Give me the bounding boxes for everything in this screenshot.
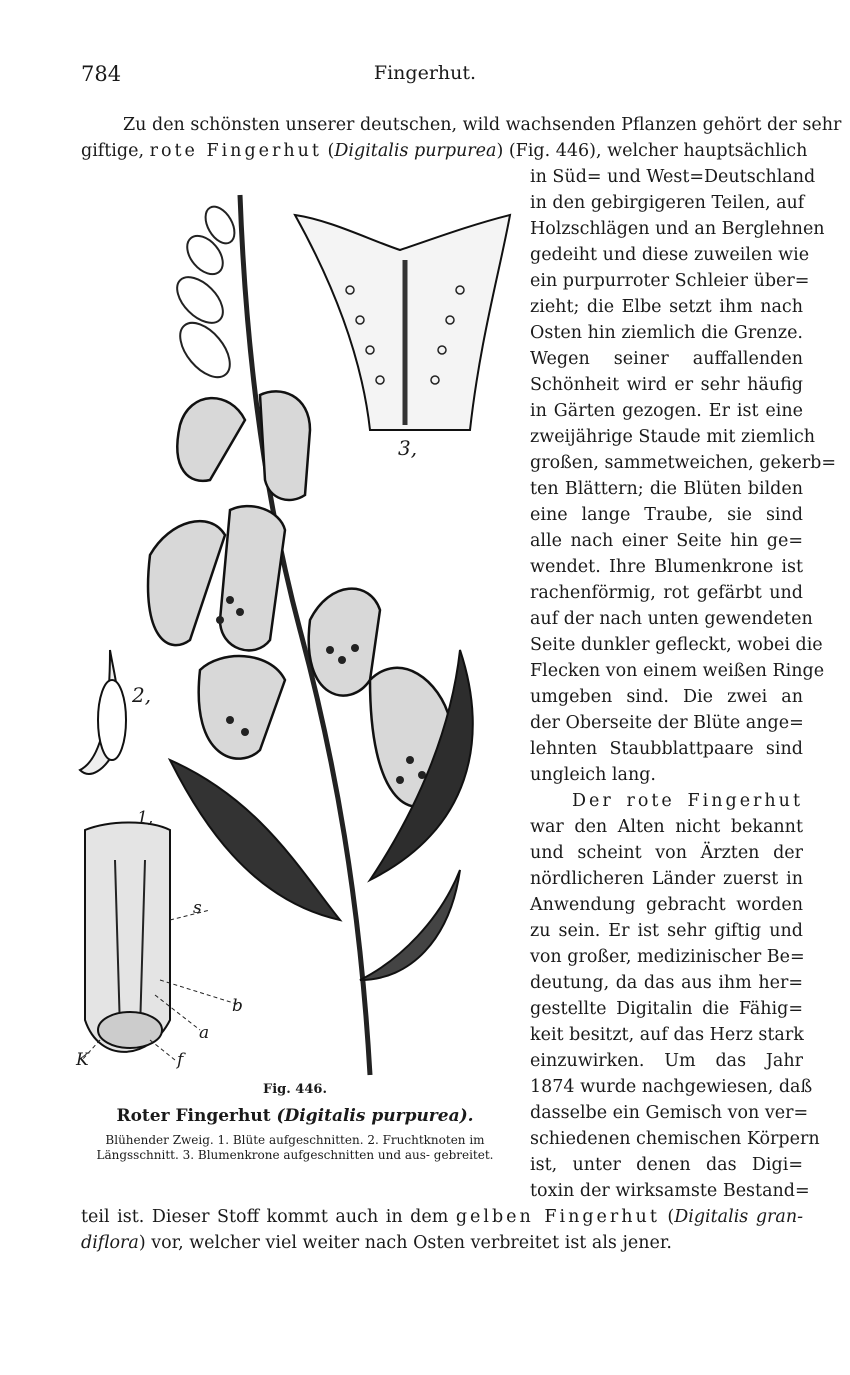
text-line: dasselbe ein Gemisch von ver= xyxy=(530,1103,809,1123)
text-line: in den gebirgigeren Teilen, auf xyxy=(530,193,805,213)
text-line: ungleich lang. xyxy=(530,765,656,785)
text-line: Holzschlägen und an Berglehnen xyxy=(530,219,825,239)
text-line: der Oberseite der Blüte ange= xyxy=(530,713,804,733)
text-line: in Gärten gezogen. Er ist eine xyxy=(530,401,803,421)
text-line: 1874 wurde nachgewiesen, daß xyxy=(530,1077,813,1097)
foxglove-illustration xyxy=(70,180,520,1080)
text-line: nördlicheren Länder zuerst in xyxy=(530,869,803,889)
figure-marker: 1, xyxy=(137,808,154,828)
figure-description: Blühender Zweig. 1. Blüte aufgeschnitten. 2. Fruchtknoten im Längsschnitt. 3. Blumenkrone aufgeschnitten und aus- gebreitet. xyxy=(96,1133,494,1162)
text-line: zieht; die Elbe setzt ihm nach xyxy=(530,297,803,317)
figure-title: Roter Fingerhut (Digitalis purpurea). xyxy=(116,1106,474,1126)
text-line: Flecken von einem weißen Ringe xyxy=(530,661,825,681)
text-line: einzuwirken. Um das Jahr xyxy=(530,1051,803,1071)
text-line: und scheint von Ärzten der xyxy=(530,843,803,863)
figure-marker: 2, xyxy=(132,683,152,707)
text-line: giftige, rote Fingerhut (Digitalis purpurea) (Fig. 446), welcher hauptsächlich xyxy=(81,141,808,161)
text-line: Osten hin ziemlich die Grenze. xyxy=(530,323,803,343)
text-line: keit besitzt, auf das Herz stark xyxy=(530,1025,804,1045)
text-line: zweijährige Staude mit ziemlich xyxy=(530,427,816,447)
text-line: ten Blättern; die Blüten bilden xyxy=(530,479,803,499)
text-line: ein purpurroter Schleier über= xyxy=(530,271,810,291)
text-line: ist, unter denen das Digi= xyxy=(530,1155,803,1175)
figure-marker: b xyxy=(232,996,243,1016)
text-line: Schönheit wird er sehr häufig xyxy=(530,375,803,395)
text-line: eine lange Traube, sie sind xyxy=(530,505,803,525)
text-line: teil ist. Dieser Stoff kommt auch in dem gelben Fingerhut (Digitalis gran- xyxy=(81,1207,803,1227)
figure-marker: a xyxy=(199,1023,210,1043)
text-line: Seite dunkler gefleckt, wobei die xyxy=(530,635,823,655)
text-line: Zu den schönsten unserer deutschen, wild wachsenden Pflanzen gehört der sehr xyxy=(123,115,842,135)
text-line: wendet. Ihre Blumenkrone ist xyxy=(530,557,803,577)
text-line: von großer, medizinischer Be= xyxy=(530,947,805,967)
text-line: großen, sammetweichen, gekerb= xyxy=(530,453,837,473)
text-line: war den Alten nicht bekannt xyxy=(530,817,803,837)
text-line: diflora) vor, welcher viel weiter nach Osten verbreitet ist als jener. xyxy=(81,1233,672,1253)
text-line: gestellte Digitalin die Fähig= xyxy=(530,999,803,1019)
text-line: in Süd= und West=Deutschland xyxy=(530,167,816,187)
text-line: umgeben sind. Die zwei an xyxy=(530,687,803,707)
text-line: zu sein. Er ist sehr giftig und xyxy=(530,921,803,941)
figure-marker: s xyxy=(193,898,202,918)
text-line: toxin der wirksamste Bestand= xyxy=(530,1181,810,1201)
text-line: gedeiht und diese zuweilen wie xyxy=(530,245,810,265)
text-line: alle nach einer Seite hin ge= xyxy=(530,531,803,551)
figure-marker: f xyxy=(177,1050,184,1070)
figure-label: Fig. 446. xyxy=(263,1082,327,1097)
figure-marker: K xyxy=(76,1050,89,1070)
text-line: auf der nach unten gewendeten xyxy=(530,609,813,629)
page-header xyxy=(0,62,850,92)
text-line: schiedenen chemischen Körpern xyxy=(530,1129,820,1149)
text-line: Der rote Fingerhut xyxy=(572,791,803,811)
figure-marker: 3, xyxy=(398,436,418,460)
text-line: deutung, da das aus ihm her= xyxy=(530,973,803,993)
running-title: Fingerhut. xyxy=(373,62,477,84)
text-line: rachenförmig, rot gefärbt und xyxy=(530,583,803,603)
text-line: Anwendung gebracht worden xyxy=(530,895,803,915)
text-line: lehnten Staubblattpaare sind xyxy=(530,739,803,759)
text-line: Wegen seiner auffallenden xyxy=(530,349,803,369)
page-number: 784 xyxy=(81,62,122,86)
